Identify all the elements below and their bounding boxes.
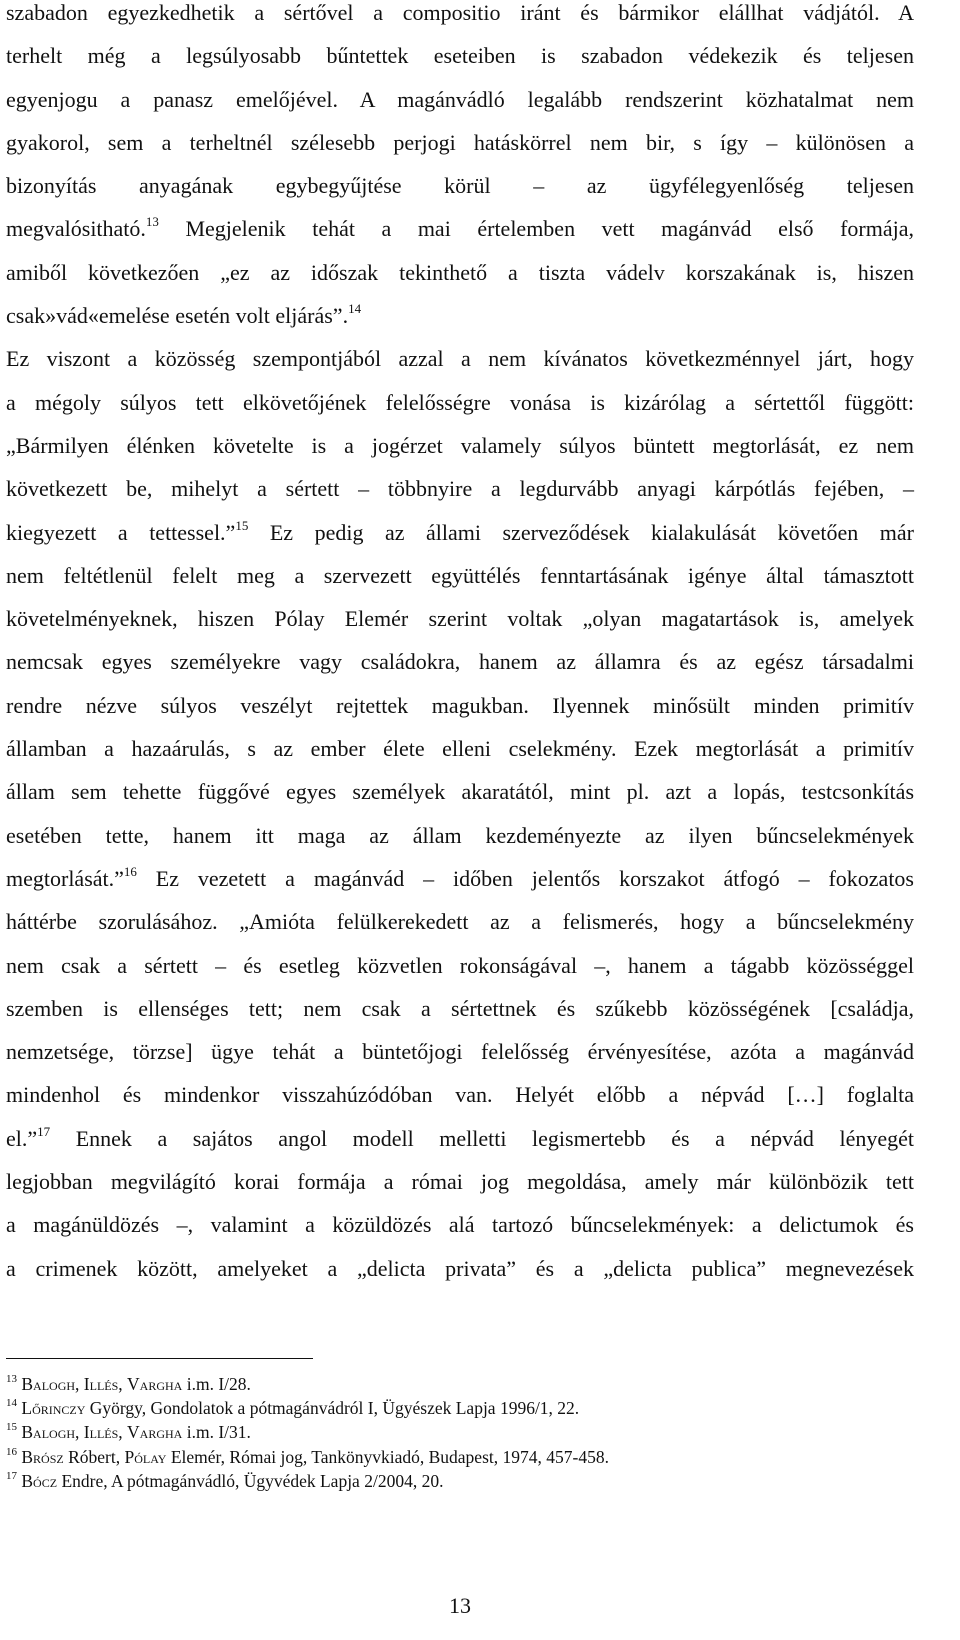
page-number: 13 bbox=[449, 1593, 471, 1618]
footnote-ref: 17 bbox=[37, 1123, 51, 1139]
footnote: $^{13}$ Balogh, Illés, Vargha i.m. I/28. bbox=[6, 1373, 251, 1394]
footnote-number: 13 bbox=[6, 1373, 17, 1385]
text-line: nemcsak egyes személyekre vagy családokra, hanem az államra és az egész társadalmi bbox=[6, 649, 914, 675]
footnote-ref: 15 bbox=[235, 517, 249, 533]
footnote-divider bbox=[6, 1358, 313, 1359]
footnote-ref: 14 bbox=[348, 301, 362, 317]
text-line: esetében tette, hanem itt maga az állam kezdeményezte az ilyen bűncselekmények bbox=[6, 822, 914, 848]
text-line: bizonyítás anyagának egybegyűjtése körül – az ügyfélegyenlőség teljesen bbox=[6, 173, 914, 199]
footnotes bbox=[6, 1372, 906, 1493]
text-line: el.”$^{17}$ Ennek a sajátos angol modell melletti legismertebb és a népvád lényegét bbox=[6, 1123, 914, 1151]
text-line: csak»vád«emelése esetén volt eljárás”.$^{14}$ bbox=[6, 301, 362, 329]
text-line: államban a hazaárulás, s az ember élete elleni cselekmény. Ezek megtorlását a primitív bbox=[6, 736, 914, 762]
text-line: legjobban megvilágító korai formája a római jog megoldása, amely már különbözik tett bbox=[6, 1169, 914, 1195]
text-line: amiből következően „ez az időszak tekinthető a tiszta vádelv korszakának is, hiszen bbox=[6, 259, 914, 285]
text-line: kiegyezett a tettessel.”$^{15}$ Ez pedig az állami szerveződések kialakulását követően már bbox=[6, 517, 914, 545]
footnote: $^{15}$ Balogh, Illés, Vargha i.m. I/31. bbox=[6, 1421, 251, 1443]
text-line: mindenhol és mindenkor visszahúzódóban van. Helyét előbb a népvád […] foglalta bbox=[6, 1082, 914, 1108]
text-line: követelményeknek, hiszen Pólay Elemér szerint voltak „olyan magatartások is, amelyek bbox=[6, 606, 914, 632]
footnote-number: 15 bbox=[6, 1421, 17, 1434]
text-line: „Bármilyen élénken követelte is a jogérzet valamely súlyos büntett megtorlását, ez nem bbox=[6, 432, 914, 458]
text-line: háttérbe szorulásához. „Amióta felülkerekedett az a felismerés, hogy a bűncselekmény bbox=[6, 909, 914, 935]
footnote-number: 14 bbox=[6, 1397, 17, 1410]
document-body bbox=[6, 0, 914, 1290]
text-line: Ez viszont a közösség szempontjából azzal a nem kívánatos következménnyel járt, hogy bbox=[6, 346, 914, 372]
text-line: nem csak a sértett – és esetleg közvetlen rokonságával –, hanem a tágabb közösséggel bbox=[6, 952, 914, 978]
text-line: nem feltétlenül felelt meg a szervezett együttélés fenntartásának igénye által támasztott bbox=[6, 562, 914, 588]
footnote: $^{16}$ Brósz Róbert, Pólay Elemér, Római jog, Tankönyvkiadó, Budapest, 1974, 457-458. bbox=[6, 1445, 609, 1467]
text-line: a crimenek között, amelyeket a „delicta privata” és a „delicta publica” megnevezések bbox=[6, 1255, 914, 1281]
text-line: egyenjogu a panasz emelőjével. A magánvádló legalább rendszerint közhatalmat nem bbox=[6, 86, 914, 112]
text-line: megvalósitható.$^{13}$ Megjelenik tehát a mai értelemben vett magánvád első formája, bbox=[6, 214, 914, 242]
text-line: állam sem tehette függővé egyes személyek akaratától, mint pl. azt a lopás, testcsonkítás bbox=[6, 779, 914, 805]
footnote-number: 16 bbox=[6, 1445, 17, 1458]
text-line: rendre nézve súlyos veszélyt rejtettek magukban. Ilyennek minősült minden primitív bbox=[6, 692, 914, 718]
text-line: nemzetsége, törzse] ügye tehát a büntetőjogi felelősség érvényesítése, azóta a magánvád bbox=[6, 1039, 914, 1065]
text-line: szemben is ellenséges tett; nem csak a sértettnek és szűkebb közösségének [családja, bbox=[6, 995, 914, 1021]
text-line: gyakorol, sem a terheltnél szélesebb perjogi hatáskörrel nem bir, s így – különösen a bbox=[6, 129, 914, 155]
footnote: $^{17}$ Bócz Endre, A pótmagánvádló, Ügyvédek Lapja 2/2004, 20. bbox=[6, 1469, 444, 1491]
text-line: szabadon egyezkedhetik a sértővel a compositio iránt és bármikor elállhat vádjától. A bbox=[6, 0, 914, 25]
text-line: a mégoly súlyos tett elkövetőjének felelősségre vonása is kizárólag a sértettől függött: bbox=[6, 389, 914, 415]
footnote-number: 17 bbox=[6, 1469, 17, 1482]
text-line: következett be, mihelyt a sértett – többnyire a legdurvább anyagi kárpótlás fejében, – bbox=[6, 476, 914, 502]
footnote-ref: 16 bbox=[123, 863, 137, 879]
text-line: megtorlását.”$^{16}$ Ez vezetett a magánvád – időben jelentős korszakot átfogó – fokozatos bbox=[6, 863, 914, 891]
footnote: $^{14}$ Lőrinczy György, Gondolatok a pótmagánvádról I, Ügyészek Lapja 1996/1, 22. bbox=[6, 1397, 580, 1419]
text-line: terhelt még a legsúlyosabb bűntettek eseteiben is szabadon védekezik és teljesen bbox=[6, 43, 914, 69]
footnote-ref: 13 bbox=[145, 214, 159, 230]
text-line: a magánüldözés –, valamint a közüldözés alá tartozó bűncselekmények: a delictumok és bbox=[6, 1212, 914, 1238]
